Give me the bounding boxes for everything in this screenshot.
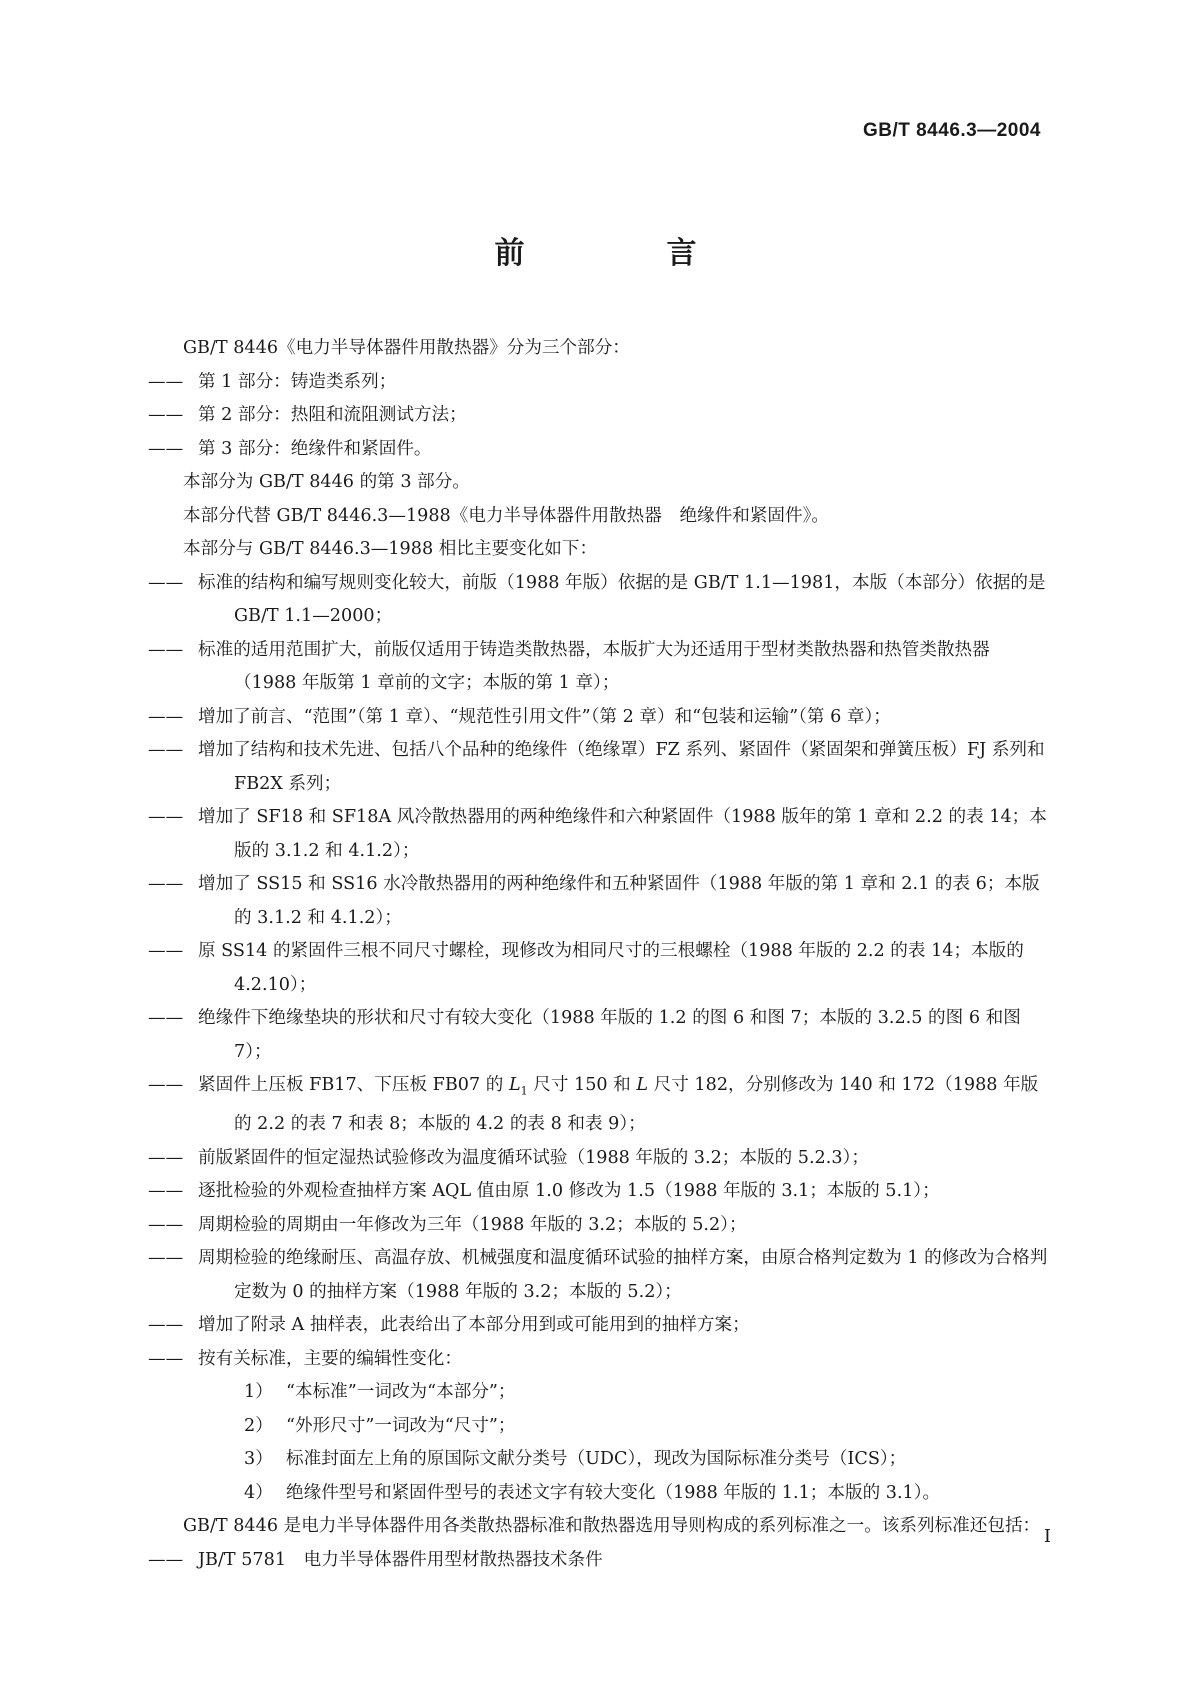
change-item — [148, 868, 1048, 935]
change-item — [148, 701, 1048, 735]
list-item — [148, 1544, 1048, 1578]
page-number: I — [1043, 1526, 1051, 1547]
page-title: 前 言 — [494, 236, 753, 271]
change-item-text: 原 SS14 的紧固件三根不同尺寸螺栓，现修改为相同尺寸的三根螺栓（1988 年版的 2.2 的表 14；本版的 4.2.10）； — [198, 941, 1024, 995]
dash-marker: —— — [148, 371, 184, 392]
sub-item-text: “本标准”一词改为“本部分”； — [286, 1382, 516, 1403]
change-item-text: 逐批检验的外观检查抽样方案 AQL 值由原 1.0 修改为 1.5（1988 年版的 3.1；本版的 5.1）； — [198, 1181, 940, 1202]
change-item — [148, 801, 1048, 868]
change-item — [148, 1209, 1048, 1243]
dash-marker: —— — [148, 807, 184, 827]
sub-item-number: 4） — [244, 1482, 273, 1503]
paragraph: GB/T 8446 是电力半导体器件用各类散热器标准和散热器选用导则构成的系列标准之一。该系列标准还包括： — [183, 1516, 1041, 1537]
change-item-text: 前版紧固件的恒定湿热试验修改为温度循环试验（1988 年版的 3.2；本版的 5.2.3）； — [198, 1147, 869, 1168]
change-item-text: 增加了附录 A 抽样表，此表给出了本部分用到或可能用到的抽样方案； — [198, 1315, 750, 1336]
change-item-text: 增加了 SF18 和 SF18A 风冷散热器用的两种绝缘件和六种紧固件（1988 版年的第 1 章和 2.2 的表 14；本版的 3.1.2 和 4.1.2）； — [198, 807, 1047, 861]
symbol-l: L — [636, 1075, 649, 1095]
list-item — [148, 433, 1048, 467]
dash-marker: —— — [148, 740, 184, 760]
change-item — [148, 1069, 1048, 1142]
paragraph: 本部分与 GB/T 8446.3—1988 相比主要变化如下： — [183, 539, 598, 559]
paragraph: 本部分为 GB/T 8446 的第 3 部分。 — [183, 472, 470, 492]
symbol-l1: L — [508, 1075, 521, 1095]
change-item-text: 周期检验的周期由一年修改为三年（1988 年版的 3.2；本版的 5.2）； — [198, 1214, 747, 1235]
document-body — [148, 332, 1048, 1577]
dash-marker: —— — [148, 1315, 184, 1336]
change-item-text-a: 紧固件上压板 FB17、下压板 FB07 的 — [198, 1075, 509, 1095]
change-item-text: 标准的结构和编写规则变化较大，前版（1988 年版）依据的是 GB/T 1.1—1981，本版（本部分）依据的是 GB/T 1.1—2000； — [198, 572, 1046, 626]
change-item — [148, 1175, 1048, 1209]
list-item-text: 第 1 部分：铸造类系列； — [198, 371, 397, 392]
dash-marker: —— — [148, 706, 184, 727]
dash-marker: —— — [148, 1348, 184, 1369]
dash-marker: —— — [148, 941, 184, 961]
change-item-text: 增加了前言、“范围”（第 1 章）、“规范性引用文件”（第 2 章）和“包装和运输”（第 6 章）； — [198, 706, 891, 727]
list-item-text: 第 2 部分：热阻和流阻测试方法； — [198, 405, 467, 425]
subscript-1: 1 — [520, 1084, 528, 1098]
change-item — [148, 734, 1048, 801]
sub-item — [148, 1410, 1048, 1444]
standard-code: GB/T 8446.3—2004 — [862, 120, 1041, 141]
list-item — [148, 399, 1048, 433]
sub-item-text: 绝缘件型号和紧固件型号的表述文字有较大变化（1988 年版的 1.1；本版的 3.1）。 — [286, 1482, 941, 1503]
dash-marker: —— — [148, 1248, 184, 1269]
change-item-text: 周期检验的绝缘耐压、高温存放、机械强度和温度循环试验的抽样方案，由原合格判定数为 1 的修改为合格判定数为 0 的抽样方案（1988 年版的 3.2；本版的 5.2）； — [198, 1248, 1048, 1302]
change-item-text-c: 尺寸 182，分别修改为 140 和 172（1988 年版的 2.2 的表 7 和表 8；本版的 4.2 的表 8 和表 9）； — [234, 1075, 1039, 1135]
change-item — [148, 567, 1048, 634]
sub-item-number: 1） — [244, 1382, 273, 1403]
change-item — [148, 1242, 1048, 1309]
dash-marker: —— — [148, 1147, 184, 1168]
sub-item-number: 3） — [244, 1449, 273, 1470]
dash-marker: —— — [148, 1181, 184, 1202]
change-item — [148, 1343, 1048, 1377]
dash-marker: —— — [148, 874, 184, 894]
sub-item — [148, 1376, 1048, 1410]
change-item-text: 绝缘件下绝缘垫块的形状和尺寸有较大变化（1988 年版的 1.2 的图 6 和图 7；本版的 3.2.5 的图 6 和图 7）； — [198, 1008, 1021, 1062]
paragraph: GB/T 8446《电力半导体器件用散热器》分为三个部分： — [183, 338, 630, 358]
change-item-text: 增加了 SS15 和 SS16 水冷散热器用的两种绝缘件和五种紧固件（1988 年版的第 1 章和 2.1 的表 6；本版的 3.1.2 和 4.1.2）； — [198, 874, 1040, 928]
sub-item-text: 标准封面左上角的原国际文献分类号（UDC），现改为国际标准分类号（ICS）； — [286, 1449, 907, 1470]
change-item-text: 标准的适用范围扩大，前版仅适用于铸造类散热器，本版扩大为还适用于型材类散热器和热管类散热器（1988 年版第 1 章前的文字；本版的第 1 章）； — [198, 639, 990, 693]
sub-item-text: “外形尺寸”一词改为“尺寸”； — [286, 1415, 516, 1436]
dash-marker: —— — [148, 1008, 184, 1028]
change-item — [148, 1142, 1048, 1176]
dash-marker: —— — [148, 1214, 184, 1235]
sub-item-number: 2） — [244, 1415, 273, 1436]
change-item-text: 按有关标准，主要的编辑性变化： — [198, 1348, 462, 1369]
sub-item — [148, 1443, 1048, 1477]
list-item-text: 第 3 部分：绝缘件和紧固件。 — [198, 438, 432, 459]
list-item-text: JB/T 5781 电力半导体器件用型材散热器技术条件 — [198, 1549, 603, 1570]
change-item — [148, 634, 1048, 701]
dash-marker: —— — [148, 405, 184, 425]
sub-item — [148, 1477, 1048, 1511]
change-item-text-b: 尺寸 150 和 — [527, 1075, 637, 1095]
paragraph: 本部分代替 GB/T 8446.3—1988《电力半导体器件用散热器 绝缘件和紧固件》。 — [183, 505, 829, 526]
dash-marker: —— — [148, 639, 184, 660]
change-item — [148, 935, 1048, 1002]
dash-marker: —— — [148, 438, 184, 459]
change-item — [148, 1002, 1048, 1069]
change-item-text: 增加了结构和技术先进、包括八个品种的绝缘件（绝缘罩）FZ 系列、紧固件（紧固架和弹簧压板）FJ 系列和 FB2X 系列； — [198, 740, 1045, 794]
dash-marker: —— — [148, 1075, 184, 1095]
change-item — [148, 1309, 1048, 1343]
dash-marker: —— — [148, 1549, 184, 1570]
list-item — [148, 366, 1048, 400]
dash-marker: —— — [148, 572, 184, 593]
